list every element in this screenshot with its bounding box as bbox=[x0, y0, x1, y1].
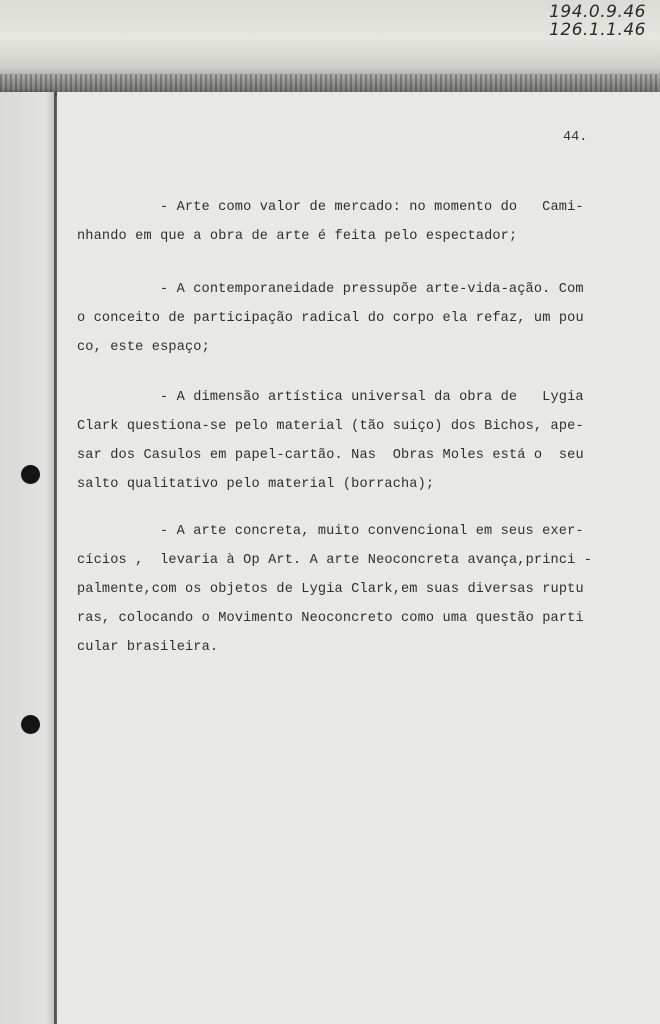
punch-hole bbox=[21, 715, 40, 734]
text-line: co, este espaço; bbox=[77, 340, 210, 355]
text-line: Clark questiona-se pelo material (tão suiço) dos Bichos, ape- bbox=[77, 419, 584, 434]
text-line: cular brasileira. bbox=[77, 640, 219, 655]
archive-code-line-1: 194.0.9.46 bbox=[549, 2, 646, 22]
text-line: palmente,com os objetos de Lygia Clark,em suas diversas ruptu bbox=[77, 582, 584, 597]
text-line: - A arte concreta, muito convencional em seus exer- bbox=[160, 524, 584, 539]
text-line: - Arte como valor de mercado: no momento do Cami- bbox=[160, 200, 584, 215]
paragraph-contemporaneity bbox=[77, 275, 597, 362]
text-line: salto qualitativo pelo material (borracha); bbox=[77, 477, 435, 492]
punch-hole bbox=[21, 465, 40, 484]
text-line: cícios , levaria à Op Art. A arte Neoconcreta avança,princi - bbox=[77, 553, 593, 568]
copier-top-strip bbox=[0, 0, 660, 96]
text-line: ras, colocando o Movimento Neoconcreto como uma questão parti bbox=[77, 611, 584, 626]
paragraph-universal-dimension bbox=[77, 383, 597, 499]
text-line: nhando em que a obra de arte é feita pelo espectador; bbox=[77, 229, 518, 244]
archive-code-line-2: 126.1.1.46 bbox=[549, 20, 646, 40]
paragraph-concrete-art bbox=[77, 517, 597, 662]
text-line: o conceito de participação radical do corpo ela refaz, um pou bbox=[77, 311, 584, 326]
text-line: sar dos Casulos em papel-cartão. Nas Obras Moles está o seu bbox=[77, 448, 584, 463]
paragraph-market-value bbox=[77, 193, 597, 251]
left-margin-strip bbox=[0, 92, 54, 1024]
text-line: - A contemporaneidade pressupõe arte-vida-ação. Com bbox=[160, 282, 584, 297]
document-page bbox=[57, 92, 660, 1024]
text-line: - A dimensão artística universal da obra de Lygia bbox=[160, 390, 584, 405]
page-number: 44. bbox=[563, 130, 588, 145]
